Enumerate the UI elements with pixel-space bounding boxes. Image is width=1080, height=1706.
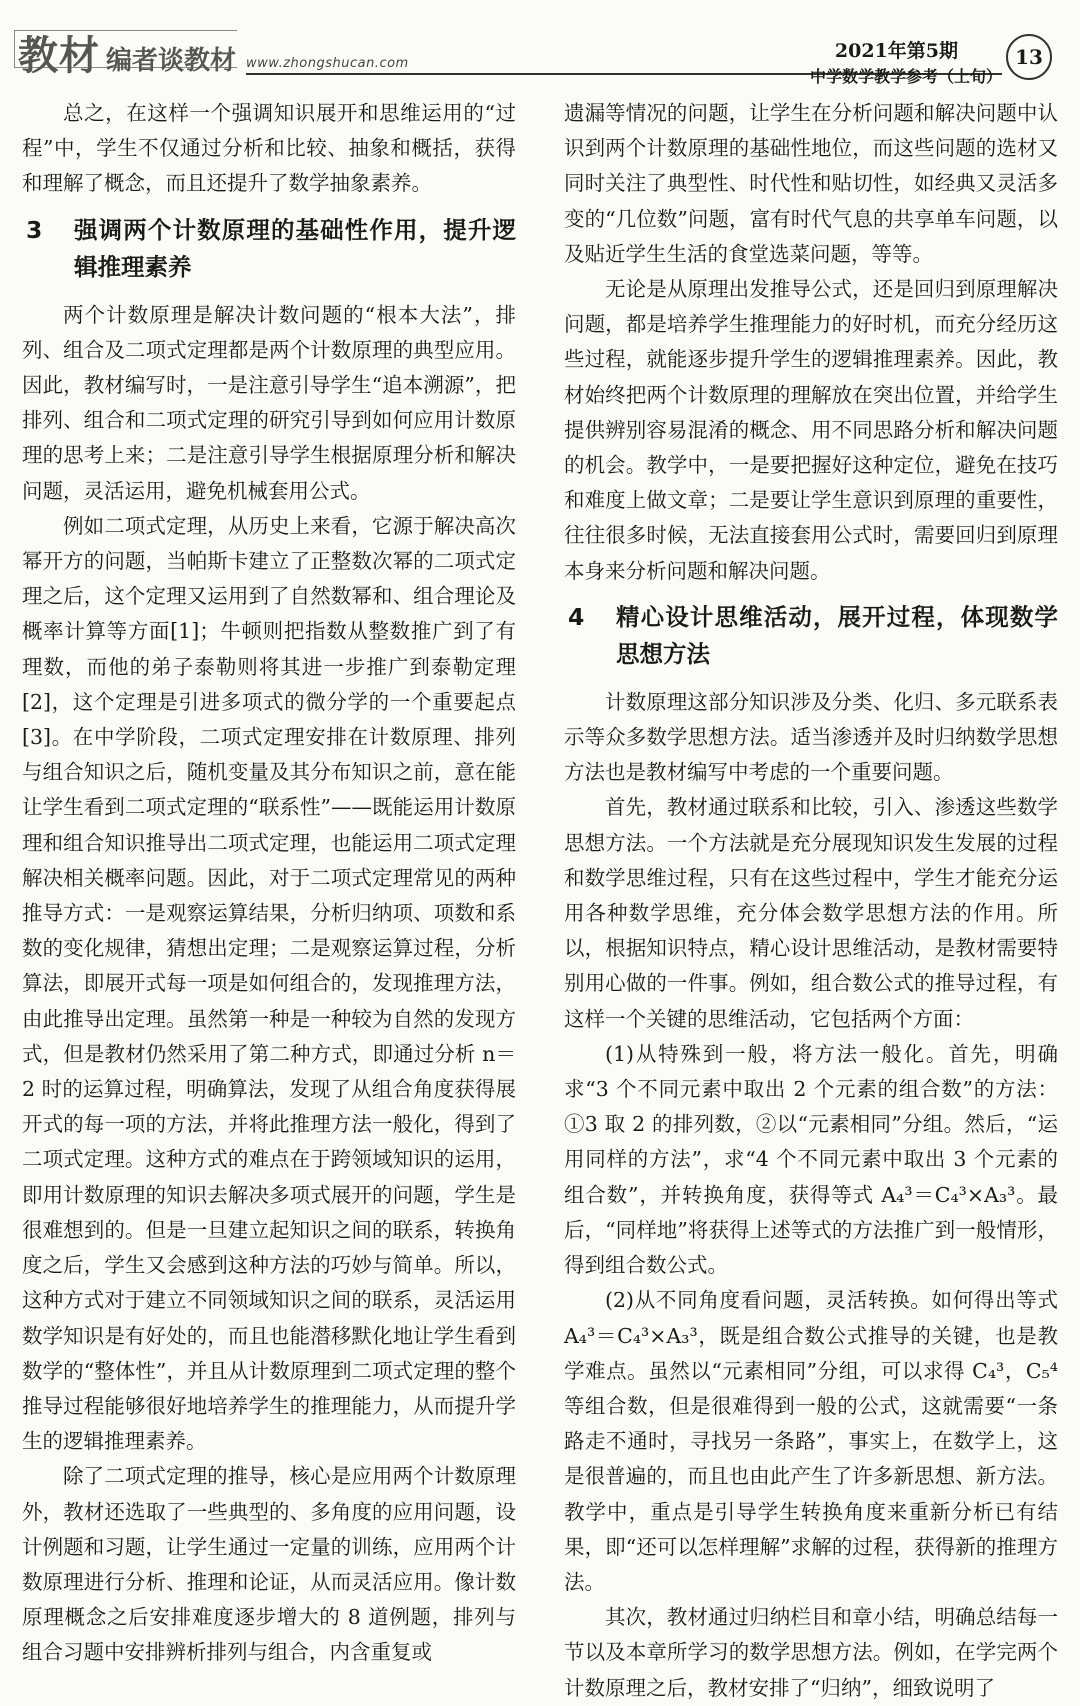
website-url: www.zhongshucan.com xyxy=(246,56,409,71)
paragraph: (2)从不同角度看问题，灵活转换。如何得出等式 A₄³＝C₄³×A₃³，既是组合数公式推导的关键，也是教学难点。虽然以“元素相同”分组，可以求得 C₄³，C₅⁴ 等组合数，但是很难得到一般的公式，这就需要“一条路走不通时，寻找另一条路”，事实上，在数学上，这是很普遍的，而且也由此产生了许多新思想、新方法。教学中，重点是引导学生转换角度来重新分析已有结果，即“还可以怎样理解”求解的过程，获得新的推理方法。 xyxy=(564,1288,1058,1594)
paragraph-continued: 遗漏等情况的问题，让学生在分析问题和解决问题中认识到两个计数原理的基础性地位，而这些问题的选材又同时关注了典型性、时代性和贴切性，如经典又灵活多变的“几位数”问题，富有时代气息的共享单车问题，以及贴近学生生活的食堂选菜问题，等等。 xyxy=(564,101,1058,266)
section-title: 强调两个计数原理的基础性作用，提升逻辑推理素养 xyxy=(74,215,516,281)
section-heading-4 xyxy=(564,599,1058,673)
page-header xyxy=(0,0,1080,95)
section-heading-3 xyxy=(22,212,516,286)
paragraph: (1)从特殊到一般，将方法一般化。首先，明确求“3 个不同元素中取出 2 个元素的组合数”的方法：①3 取 2 的排列数，②以“元素相同”分组。然后，“运用同样的方法”，求“4 个不同元素中取出 3 个元素的组合数”，并转换角度，获得等式 A₄³＝C₄³×A₃³。最后，“同样地”将获得上述等式的方法推广到一般情形，得到组合数公式。 xyxy=(564,1041,1058,1278)
paragraph: 除了二项式定理的推导，核心是应用两个计数原理外，教材还选取了一些典型的、多角度的应用问题，设计例题和习题，让学生通过一定量的训练，应用两个计数原理进行分析、推理和论证，从而灵活应用。像计数原理概念之后安排难度逐步增大的 8 道例题，排列与组合习题中安排辨析排列与组合，内含重复或 xyxy=(22,1464,516,1665)
paragraph-intro: 总之，在这样一个强调知识展开和思维运用的“过程”中，学生不仅通过分析和比较、抽象和概括，获得和理解了概念，而且还提升了数学抽象素养。 xyxy=(22,101,516,196)
section-number: 4 xyxy=(568,602,585,631)
paragraph: 计数原理这部分知识涉及分类、化归、多元联系表示等众多数学思想方法。适当渗透并及时归纳数学思想方法也是教材编写中考虑的一个重要问题。 xyxy=(564,689,1058,785)
page-number: 13 xyxy=(1006,34,1052,80)
logo-big-text: 教材 xyxy=(18,32,100,79)
paragraph: 其次，教材通过归纳栏目和章小结，明确总结每一节以及本章所学习的数学思想方法。例如，在学完两个计数原理之后，教材安排了“归纳”，细致说明了 xyxy=(564,1605,1058,1700)
logo-small-text: 编者谈教材 xyxy=(106,46,237,76)
paragraph: 两个计数原理是解决计数问题的“根本大法”，排列、组合及二项式定理都是两个计数原理的典型应用。因此，教材编写时，一是注意引导学生“追本溯源”，把排列、组合和二项式定理的研究引导到如何应用计数原理的思考上来；二是注意引导学生根据原理分析和解决问题，灵活运用，避免机械套用公式。 xyxy=(22,302,516,503)
issue-label: 2021年第5期 xyxy=(834,40,958,62)
right-column xyxy=(564,96,1058,1706)
paragraph: 例如二项式定理，从历史上来看，它源于解决高次幂开方的问题，当帕斯卡建立了正整数次幂的二项式定理之后，这个定理又运用到了自然数幂和、组合理论及概率计算等方面[1]；牛顿则把指数从整数推广到了有理数，而他的弟子泰勒则将其进一步推广到泰勒定理[2]，这个定理是引进多项式的微分学的一个重要起点[3]。在中学阶段，二项式定理安排在计数原理、排列与组合知识之后，随机变量及其分布知识之前，意在能让学生看到二项式定理的“联系性”——既能运用计数原理和组合知识推导出二项式定理，也能运用二项式定理解决相关概率问题。因此，对于二项式定理常见的两种推导方式：一是观察运算结果，分析归纳项、项数和系数的变化规律，猜想出定理；二是观察运算过程，分析算法，即展开式每一项是如何组合的，发现推理方法，由此推导出定理。虽然第一种是一种较为自然的发现方式，但是教材仍然采用了第二种方式，即通过分析 n＝2 时的运算过程，明确算法，发现了从组合角度获得展开式的每一项的方法，并将此推理方法一般化，得到了二项式定理。这种方式的难点在于跨领域知识的运用，即用计数原理的知识去解决多项式展开的问题，学生是很难想到的。但是一旦建立起知识之间的联系，转换角度之后，学生又会感到这种方法的巧妙与简单。所以，这种方式对于建立不同领域知识之间的联系，灵活运用数学知识是有好处的，而且也能潜移默化地让学生看到数学的“整体性”，并且从计数原理到二项式定理的整个推导过程能够很好地培养学生的推理能力，从而提升学生的逻辑推理素养。 xyxy=(22,513,516,1454)
section-number: 3 xyxy=(26,215,43,244)
left-column xyxy=(22,96,516,1671)
journal-name: 中学数学教学参考（上旬） xyxy=(809,67,1002,86)
column-logo xyxy=(18,24,237,79)
section-title: 精心设计思维活动，展开过程，体现数学思想方法 xyxy=(616,602,1058,668)
paragraph: 无论是从原理出发推导公式，还是回归到原理解决问题，都是培养学生推理能力的好时机，而充分经历这些过程，就能逐步提升学生的逻辑推理素养。因此，教材始终把两个计数原理的理解放在突出位置，并给学生提供辨别容易混淆的概念、用不同思路分析和解决问题的机会。教学中，一是要把握好这种定位，避免在技巧和难度上做文章；二是要让学生意识到原理的重要性，往往很多时候，无法直接套用公式时，需要回归到原理本身来分析问题和解决问题。 xyxy=(564,277,1058,583)
paragraph: 首先，教材通过联系和比较，引入、渗透这些数学思想方法。一个方法就是充分展现知识发生发展的过程和数学思维过程，只有在这些过程中，学生才能充分运用各种数学思维，充分体会数学思想方法的作用。所以，根据知识特点，精心设计思维活动，是教材需要特别用心做的一件事。例如，组合数公式的推导过程，有这样一个关键的思维活动，它包括两个方面： xyxy=(564,795,1058,1031)
